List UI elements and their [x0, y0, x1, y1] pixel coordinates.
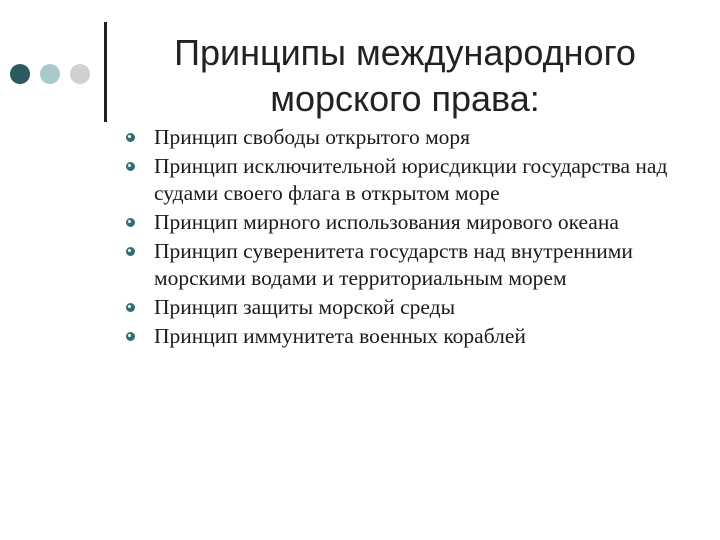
list-item [126, 209, 686, 236]
bullet-icon [126, 218, 135, 227]
list-item [126, 323, 686, 350]
list-item-text: Принцип исключительной юрисдикции государства над судами своего флага в открытом море [154, 154, 668, 205]
principles-list [126, 124, 686, 352]
slide-title-line-1: Принципы международного [174, 32, 636, 73]
title-divider [104, 22, 107, 122]
list-item-text: Принцип суверенитета государств над внутренними морскими водами и территориальным морем [154, 239, 633, 290]
decor-dot-mid-icon [40, 64, 60, 84]
decor-dot-dark-icon [10, 64, 30, 84]
bullet-icon [126, 247, 135, 256]
list-item [126, 153, 686, 207]
list-item [126, 294, 686, 321]
slide-title-line-2: морского права: [270, 78, 540, 119]
bullet-icon [126, 303, 135, 312]
decor-dot-light-icon [70, 64, 90, 84]
list-item [126, 238, 686, 292]
bullet-icon [126, 162, 135, 171]
list-item [126, 124, 686, 151]
bullet-icon [126, 332, 135, 341]
slide-title [125, 30, 685, 122]
bullet-icon [126, 133, 135, 142]
list-item-text: Принцип защиты морской среды [154, 295, 456, 319]
list-item-text: Принцип иммунитета военных кораблей [154, 324, 526, 348]
list-item-text: Принцип свободы открытого моря [154, 125, 471, 149]
list-item-text: Принцип мирного использования мирового океана [154, 210, 619, 234]
